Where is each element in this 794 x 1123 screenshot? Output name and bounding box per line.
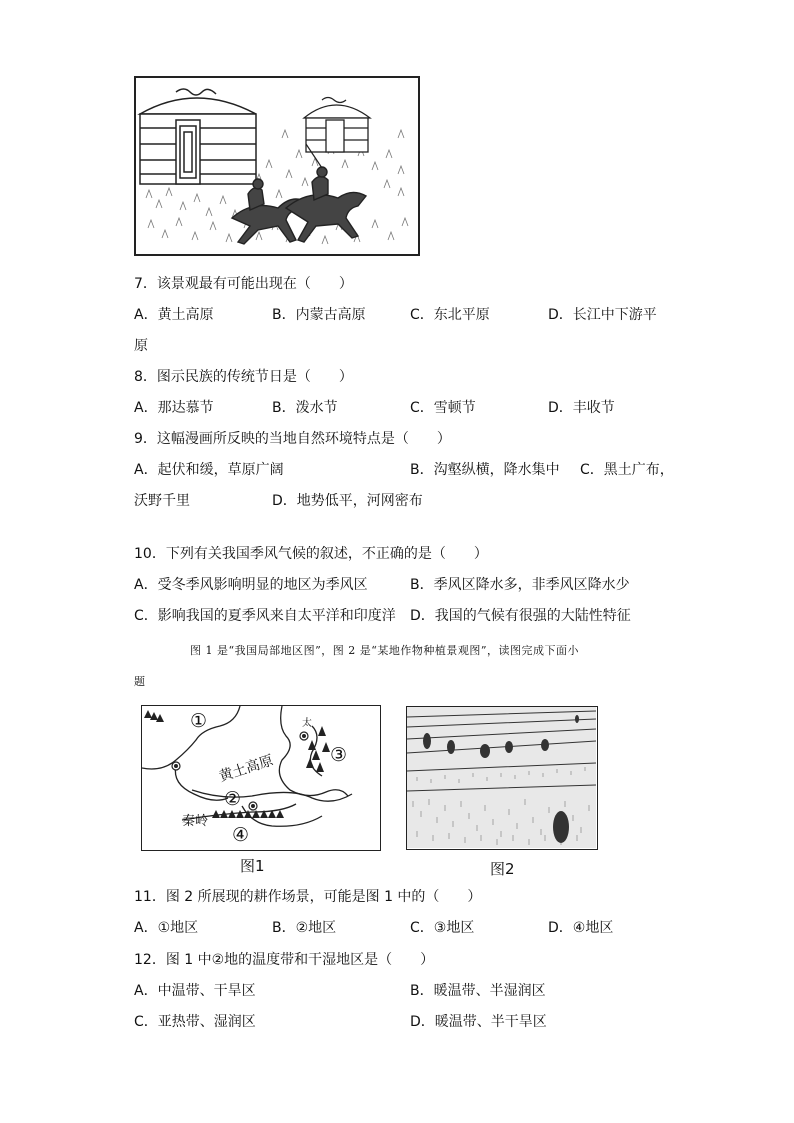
map-marker-2: ②	[224, 788, 242, 810]
figure-intro-line2: 题	[134, 675, 146, 688]
q8-option-d[interactable]: D．丰收节	[548, 400, 615, 416]
q9-stem: 9．这幅漫画所反映的当地自然环境特点是（ ）	[134, 431, 451, 447]
map-label-tai: 太	[302, 718, 312, 729]
q12-option-a[interactable]: A．中温带、干旱区	[134, 983, 256, 999]
figure1-map	[141, 705, 381, 851]
map-label-loess-plateau: 黄土高原	[217, 752, 276, 786]
figure2-photo	[406, 706, 598, 850]
q9-option-b[interactable]: B．沟壑纵横，降水集中	[410, 462, 560, 478]
q8-option-a[interactable]: A．那达慕节	[134, 400, 214, 416]
figure-intro-line1: 图 1 是“我国局部地区图”，图 2 是“某地作物种植景观图”，读图完成下面小	[190, 644, 579, 657]
q10-option-b[interactable]: B．季风区降水多，非季风区降水少	[410, 577, 630, 593]
q11-stem: 11．图 2 所展现的耕作场景，可能是图 1 中的（ ）	[134, 889, 482, 905]
q9-option-c[interactable]: C．黑土广布，	[580, 462, 674, 478]
q8-stem: 8．图示民族的传统节日是（ ）	[134, 369, 353, 385]
map-marker-3: ③	[330, 744, 348, 766]
q8-option-b[interactable]: B．泼水节	[272, 400, 338, 416]
q7-option-c[interactable]: C．东北平原	[410, 307, 490, 323]
q11-option-b[interactable]: B．②地区	[272, 920, 337, 936]
q11-option-a[interactable]: A．①地区	[134, 920, 199, 936]
figure1-caption: 图1	[240, 857, 265, 875]
q12-option-b[interactable]: B．暖温带、半湿润区	[410, 983, 546, 999]
map-label-qinling: 秦岭	[182, 814, 209, 829]
figure2-caption: 图2	[490, 860, 515, 878]
q11-option-d[interactable]: D．④地区	[548, 920, 614, 936]
q9-option-c-wrap: 沃野千里	[134, 493, 190, 509]
map-marker-1: ①	[190, 710, 208, 732]
q10-option-a[interactable]: A．受冬季风影响明显的地区为季风区	[134, 577, 368, 593]
q12-option-c[interactable]: C．亚热带、湿润区	[134, 1014, 256, 1030]
yurt-cartoon-figure	[134, 76, 420, 256]
yurt-cartoon-image	[136, 78, 418, 254]
q7-option-a[interactable]: A．黄土高原	[134, 307, 214, 323]
q12-option-d[interactable]: D．暖温带、半干旱区	[410, 1014, 547, 1030]
q7-stem: 7．该景观最有可能出现在（ ）	[134, 276, 353, 292]
paddy-field-image	[407, 707, 596, 848]
q10-option-d[interactable]: D．我国的气候有很强的大陆性特征	[410, 608, 631, 624]
regional-map-svg	[142, 706, 379, 849]
q9-option-a[interactable]: A．起伏和缓，草原广阔	[134, 462, 284, 478]
q8-option-c[interactable]: C．雪顿节	[410, 400, 476, 416]
q7-option-d-wrap: 原	[134, 338, 148, 354]
q9-option-d[interactable]: D．地势低平，河网密布	[272, 493, 423, 509]
q11-option-c[interactable]: C．③地区	[410, 920, 475, 936]
q7-option-b[interactable]: B．内蒙古高原	[272, 307, 366, 323]
q10-stem: 10．下列有关我国季风气候的叙述，不正确的是（ ）	[134, 546, 488, 562]
q10-option-c[interactable]: C．影响我国的夏季风来自太平洋和印度洋	[134, 608, 396, 624]
q12-stem: 12．图 1 中②地的温度带和干湿地区是（ ）	[134, 952, 435, 968]
map-marker-4: ④	[232, 824, 250, 846]
q7-option-d[interactable]: D．长江中下游平	[548, 307, 657, 323]
